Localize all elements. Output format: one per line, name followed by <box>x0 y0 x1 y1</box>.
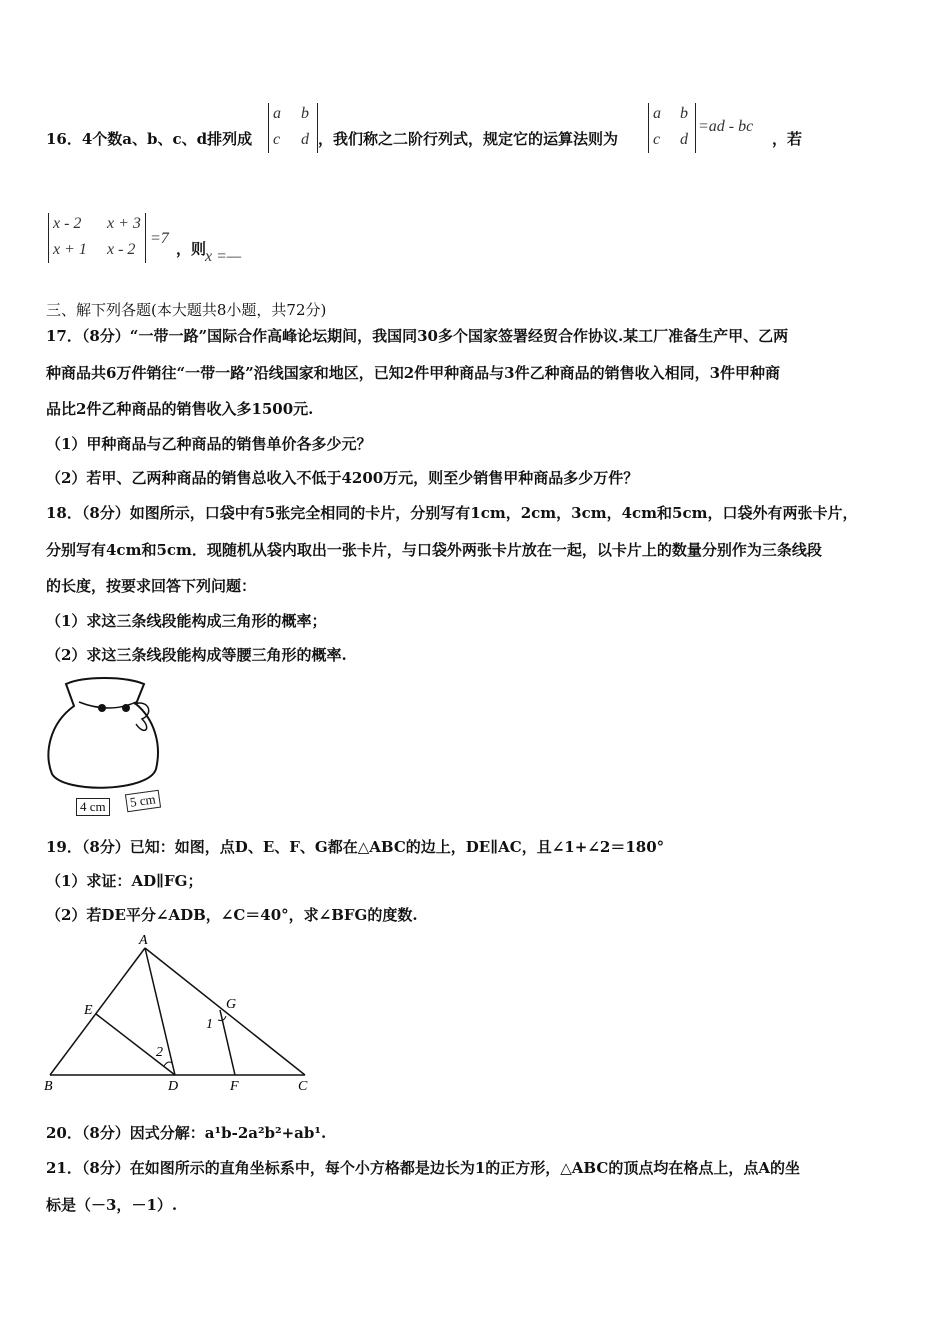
q18-line3: 的长度，按要求回答下列问题： <box>46 577 257 595</box>
det2-b: b <box>680 105 688 122</box>
rule-formula: =ad - bc <box>698 118 754 135</box>
q16-suffix: ，若 <box>772 130 803 148</box>
label-B: B <box>44 1079 53 1094</box>
determinant-abcd <box>268 103 318 153</box>
section-heading: 三、解下列各题(本大题共8小题，共72分) <box>46 301 327 319</box>
q17-line3: 品比2件乙种商品的销售收入多1500元. <box>46 400 314 418</box>
label-G: G <box>226 997 237 1012</box>
determinant-rule <box>648 103 696 153</box>
label-angle-1: 1 <box>206 1017 213 1032</box>
triangle-figure <box>40 930 340 1095</box>
det3-c: x + 1 <box>53 241 87 258</box>
card-5cm: 5 cm <box>125 790 161 813</box>
side-ab <box>50 948 145 1075</box>
bag-outline <box>48 678 157 788</box>
det1-d: d <box>301 131 309 148</box>
det2-d: d <box>680 131 688 148</box>
label-D: D <box>168 1079 179 1094</box>
q17-part1: （1）甲种商品与乙种商品的销售单价各多少元？ <box>46 435 372 453</box>
q17-line2: 种商品共6万件销往“一带一路”沿线国家和地区，已知2件甲种商品与3件乙种商品的销售收入相同，3件甲种商 <box>46 364 781 382</box>
angle-2-arc <box>164 1062 172 1066</box>
determinant-x <box>48 213 146 263</box>
q19-line1: 19．（8分）已知：如图，点D、E、F、G都在△ABC的边上，DE∥AC，且∠1+∠2＝180° <box>46 838 665 856</box>
q18-part1: （1）求这三条线段能构成三角形的概率； <box>46 612 327 630</box>
det1-b: b <box>301 105 309 122</box>
label-F: F <box>230 1079 239 1094</box>
det3-b: x + 3 <box>107 215 141 232</box>
q16-then: ，则 <box>176 240 207 258</box>
q18-line1: 18．（8分）如图所示，口袋中有5张完全相同的卡片，分别写有1cm，2cm，3cm，4cm和5cm，口袋外有两张卡片， <box>46 504 858 522</box>
det2-c: c <box>653 131 661 148</box>
det1-a: a <box>273 105 281 122</box>
bag-string <box>134 703 149 730</box>
det1-c: c <box>273 131 281 148</box>
q20-text: 20．（8分）因式分解：a¹b-2a²b²+ab¹. <box>46 1124 327 1142</box>
card-4cm: 4 cm <box>76 798 110 816</box>
label-C: C <box>298 1079 308 1094</box>
q21-line2: 标是（－3，－1）. <box>46 1196 178 1214</box>
q16-answer-blank: x =— <box>205 248 242 265</box>
det3-d: x - 2 <box>107 241 136 258</box>
q21-line1: 21．（8分）在如图所示的直角坐标系中，每个小方格都是边长为1的正方形，△ABC的顶点均在格点上，点A的坐 <box>46 1159 800 1177</box>
det3-a: x - 2 <box>53 215 82 232</box>
q16-prefix: 16．4个数a、b、c、d排列成 <box>46 130 253 148</box>
det-value: =7 <box>150 230 169 247</box>
q16-middle: ，我们称之二阶行列式，规定它的运算法则为 <box>318 130 619 148</box>
bag-knot-right <box>122 704 130 712</box>
det2-a: a <box>653 105 661 122</box>
q19-part1: （1）求证：AD∥FG； <box>46 872 203 890</box>
q17-part2: （2）若甲、乙两种商品的销售总收入不低于4200万元，则至少销售甲种商品多少万件？ <box>46 469 639 487</box>
bag-knot-left <box>98 704 106 712</box>
label-E: E <box>84 1003 93 1018</box>
q19-part2: （2）若DE平分∠ADB，∠C＝40°，求∠BFG的度数. <box>46 906 418 924</box>
label-angle-2: 2 <box>156 1045 163 1060</box>
q18-part2: （2）求这三条线段能构成等腰三角形的概率. <box>46 646 347 664</box>
q17-line1: 17．（8分）“一带一路”国际合作高峰论坛期间，我国同30多个国家签署经贸合作协议.某工厂准备生产甲、乙两 <box>46 327 789 345</box>
label-A: A <box>139 933 148 948</box>
q18-line2: 分别写有4cm和5cm．现随机从袋内取出一张卡片，与口袋外两张卡片放在一起，以卡片上的数量分别作为三条线段 <box>46 541 822 559</box>
side-ac <box>145 948 305 1075</box>
